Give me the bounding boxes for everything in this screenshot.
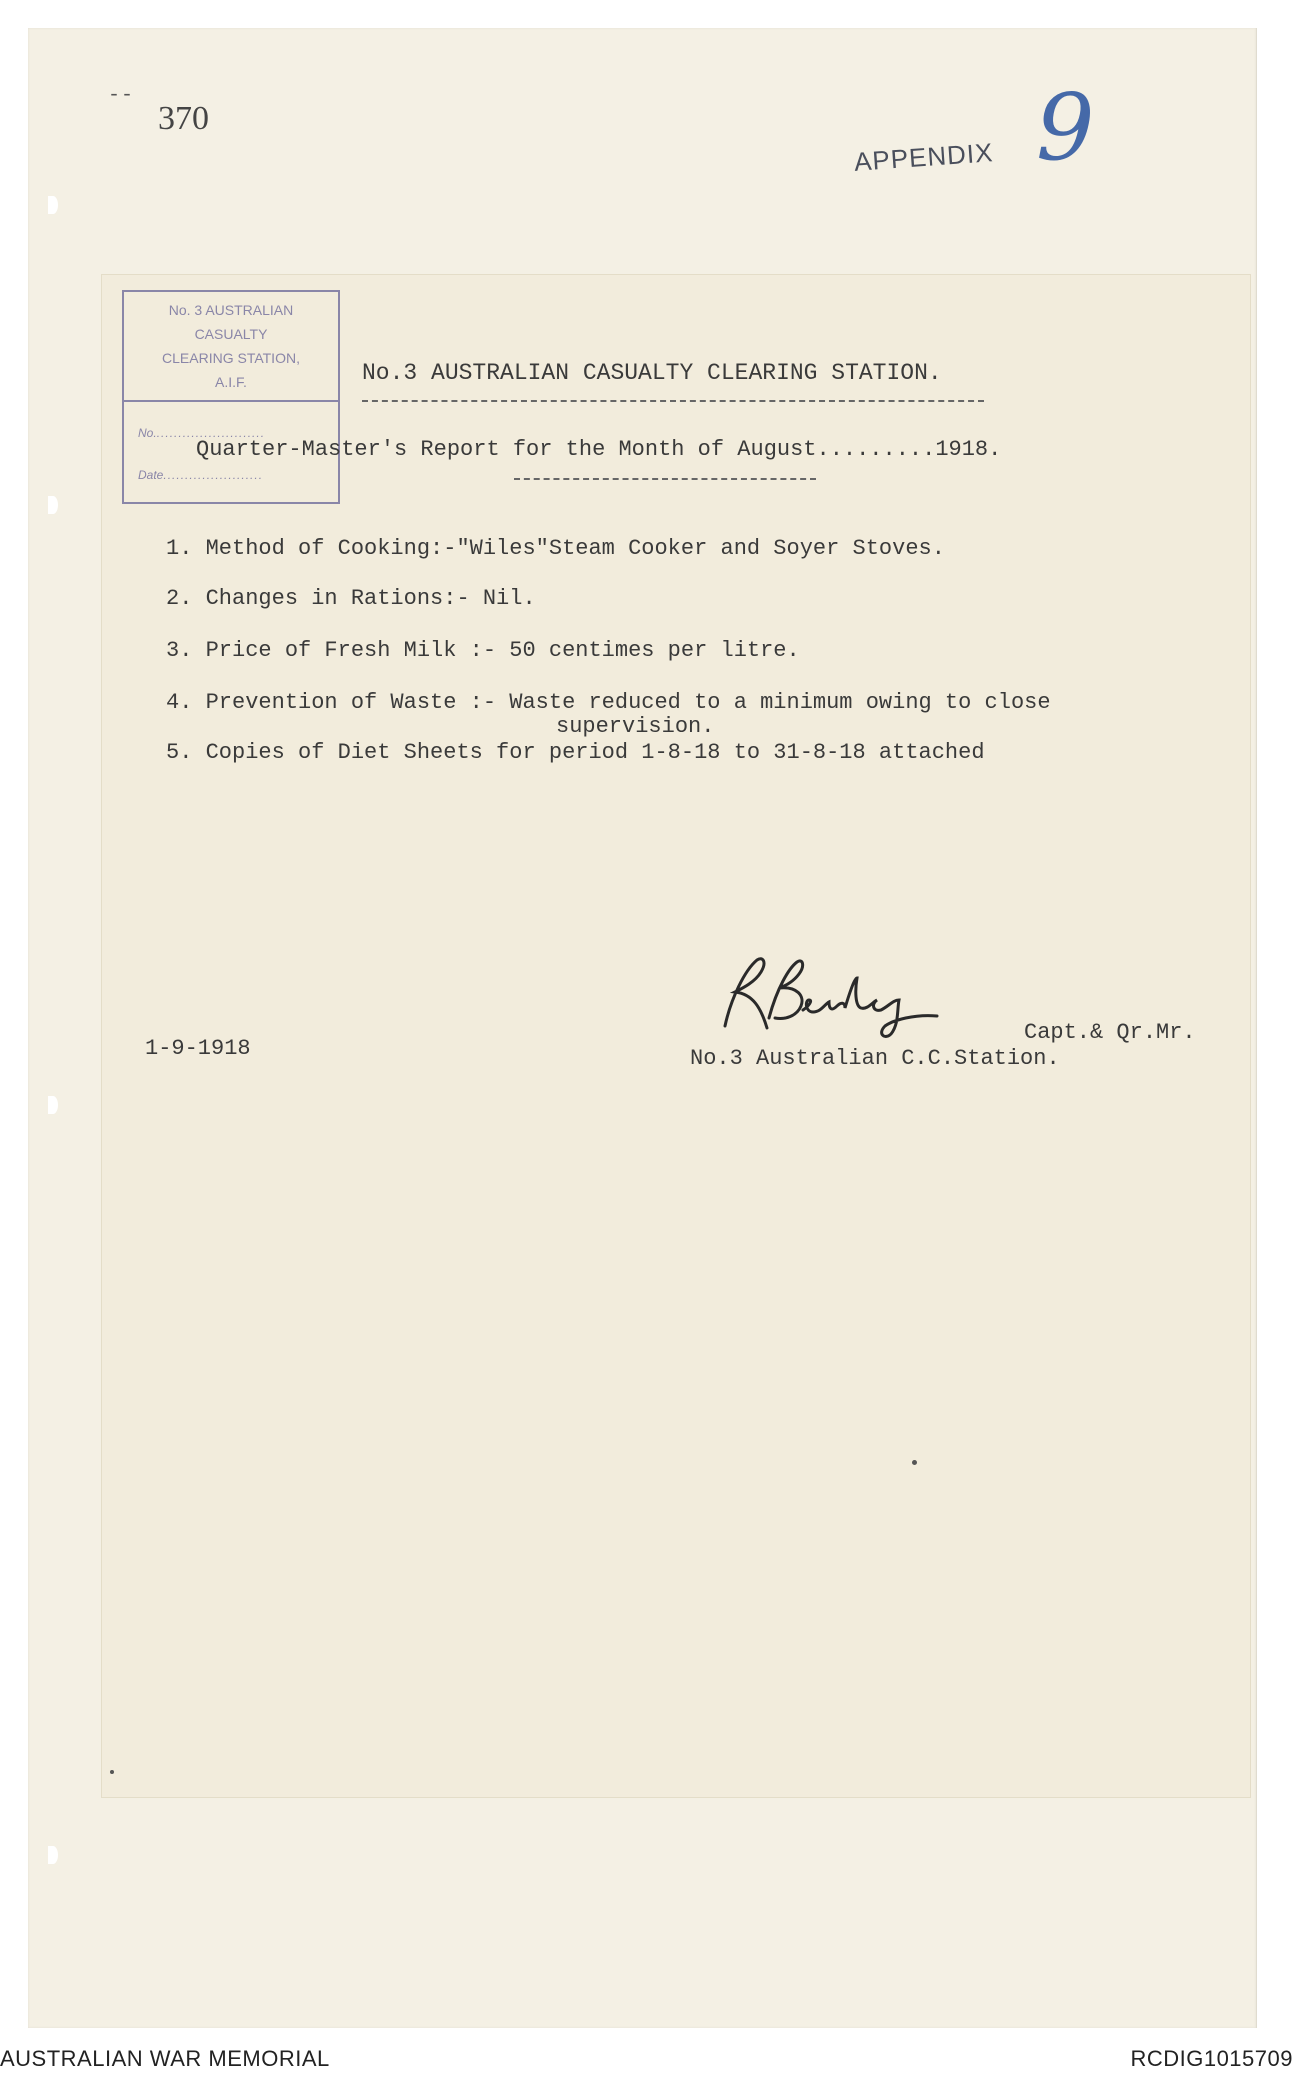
signer-unit: No.3 Australian C.C.Station.: [690, 1046, 1060, 1071]
report-title: Quarter-Master's Report for the Month of August.........1918.: [196, 437, 1002, 462]
heading-underline: [362, 400, 984, 402]
stamp-line: CLEARING STATION,: [162, 350, 300, 366]
appendix-stamp: APPENDIX: [853, 137, 995, 177]
report-item-continuation: supervision.: [556, 714, 715, 739]
punch-hole: [48, 496, 58, 514]
signer-role: Capt.& Qr.Mr.: [1024, 1020, 1196, 1045]
report-date: 1-9-1918: [145, 1036, 251, 1061]
report-item: 2. Changes in Rations:- Nil.: [166, 586, 536, 611]
punch-hole: [48, 1096, 58, 1114]
paper-speck: [912, 1460, 917, 1465]
title-underline: [514, 478, 816, 480]
report-item: 5. Copies of Diet Sheets for period 1-8-18 to 31-8-18 attached: [166, 740, 985, 765]
punch-hole: [48, 1846, 58, 1864]
handwritten-signature: [705, 948, 955, 1044]
unit-stamp: [122, 290, 340, 504]
stamp-line: CASUALTY: [194, 326, 268, 342]
folio-number: 370: [158, 100, 209, 137]
stamp-date-field: Date.......................: [138, 468, 264, 482]
stamp-line: No. 3 AUSTRALIAN: [168, 302, 294, 318]
stamp-no-label: No.: [138, 426, 157, 440]
footer-institution: AUSTRALIAN WAR MEMORIAL: [0, 2046, 330, 2071]
appendix-number: 9: [1036, 74, 1095, 181]
paper-speck: [110, 1770, 114, 1774]
stamp-line: A.I.F.: [215, 374, 247, 390]
folio-mark: --: [108, 84, 135, 107]
report-item: 4. Prevention of Waste :- Waste reduced to a minimum owing to close: [166, 690, 1051, 715]
report-item: 1. Method of Cooking:-"Wiles"Steam Cooker and Soyer Stoves.: [166, 536, 945, 561]
stamp-date-label: Date: [138, 468, 164, 482]
punch-hole: [48, 196, 58, 214]
footer-reference: RCDIG1015709: [1130, 2046, 1293, 2071]
report-item: 3. Price of Fresh Milk :- 50 centimes per litre.: [166, 638, 800, 663]
stamp-no-field: No..........................: [138, 426, 266, 440]
document-heading: No.3 AUSTRALIAN CASUALTY CLEARING STATION.: [362, 360, 942, 386]
stamp-header: [124, 292, 338, 402]
